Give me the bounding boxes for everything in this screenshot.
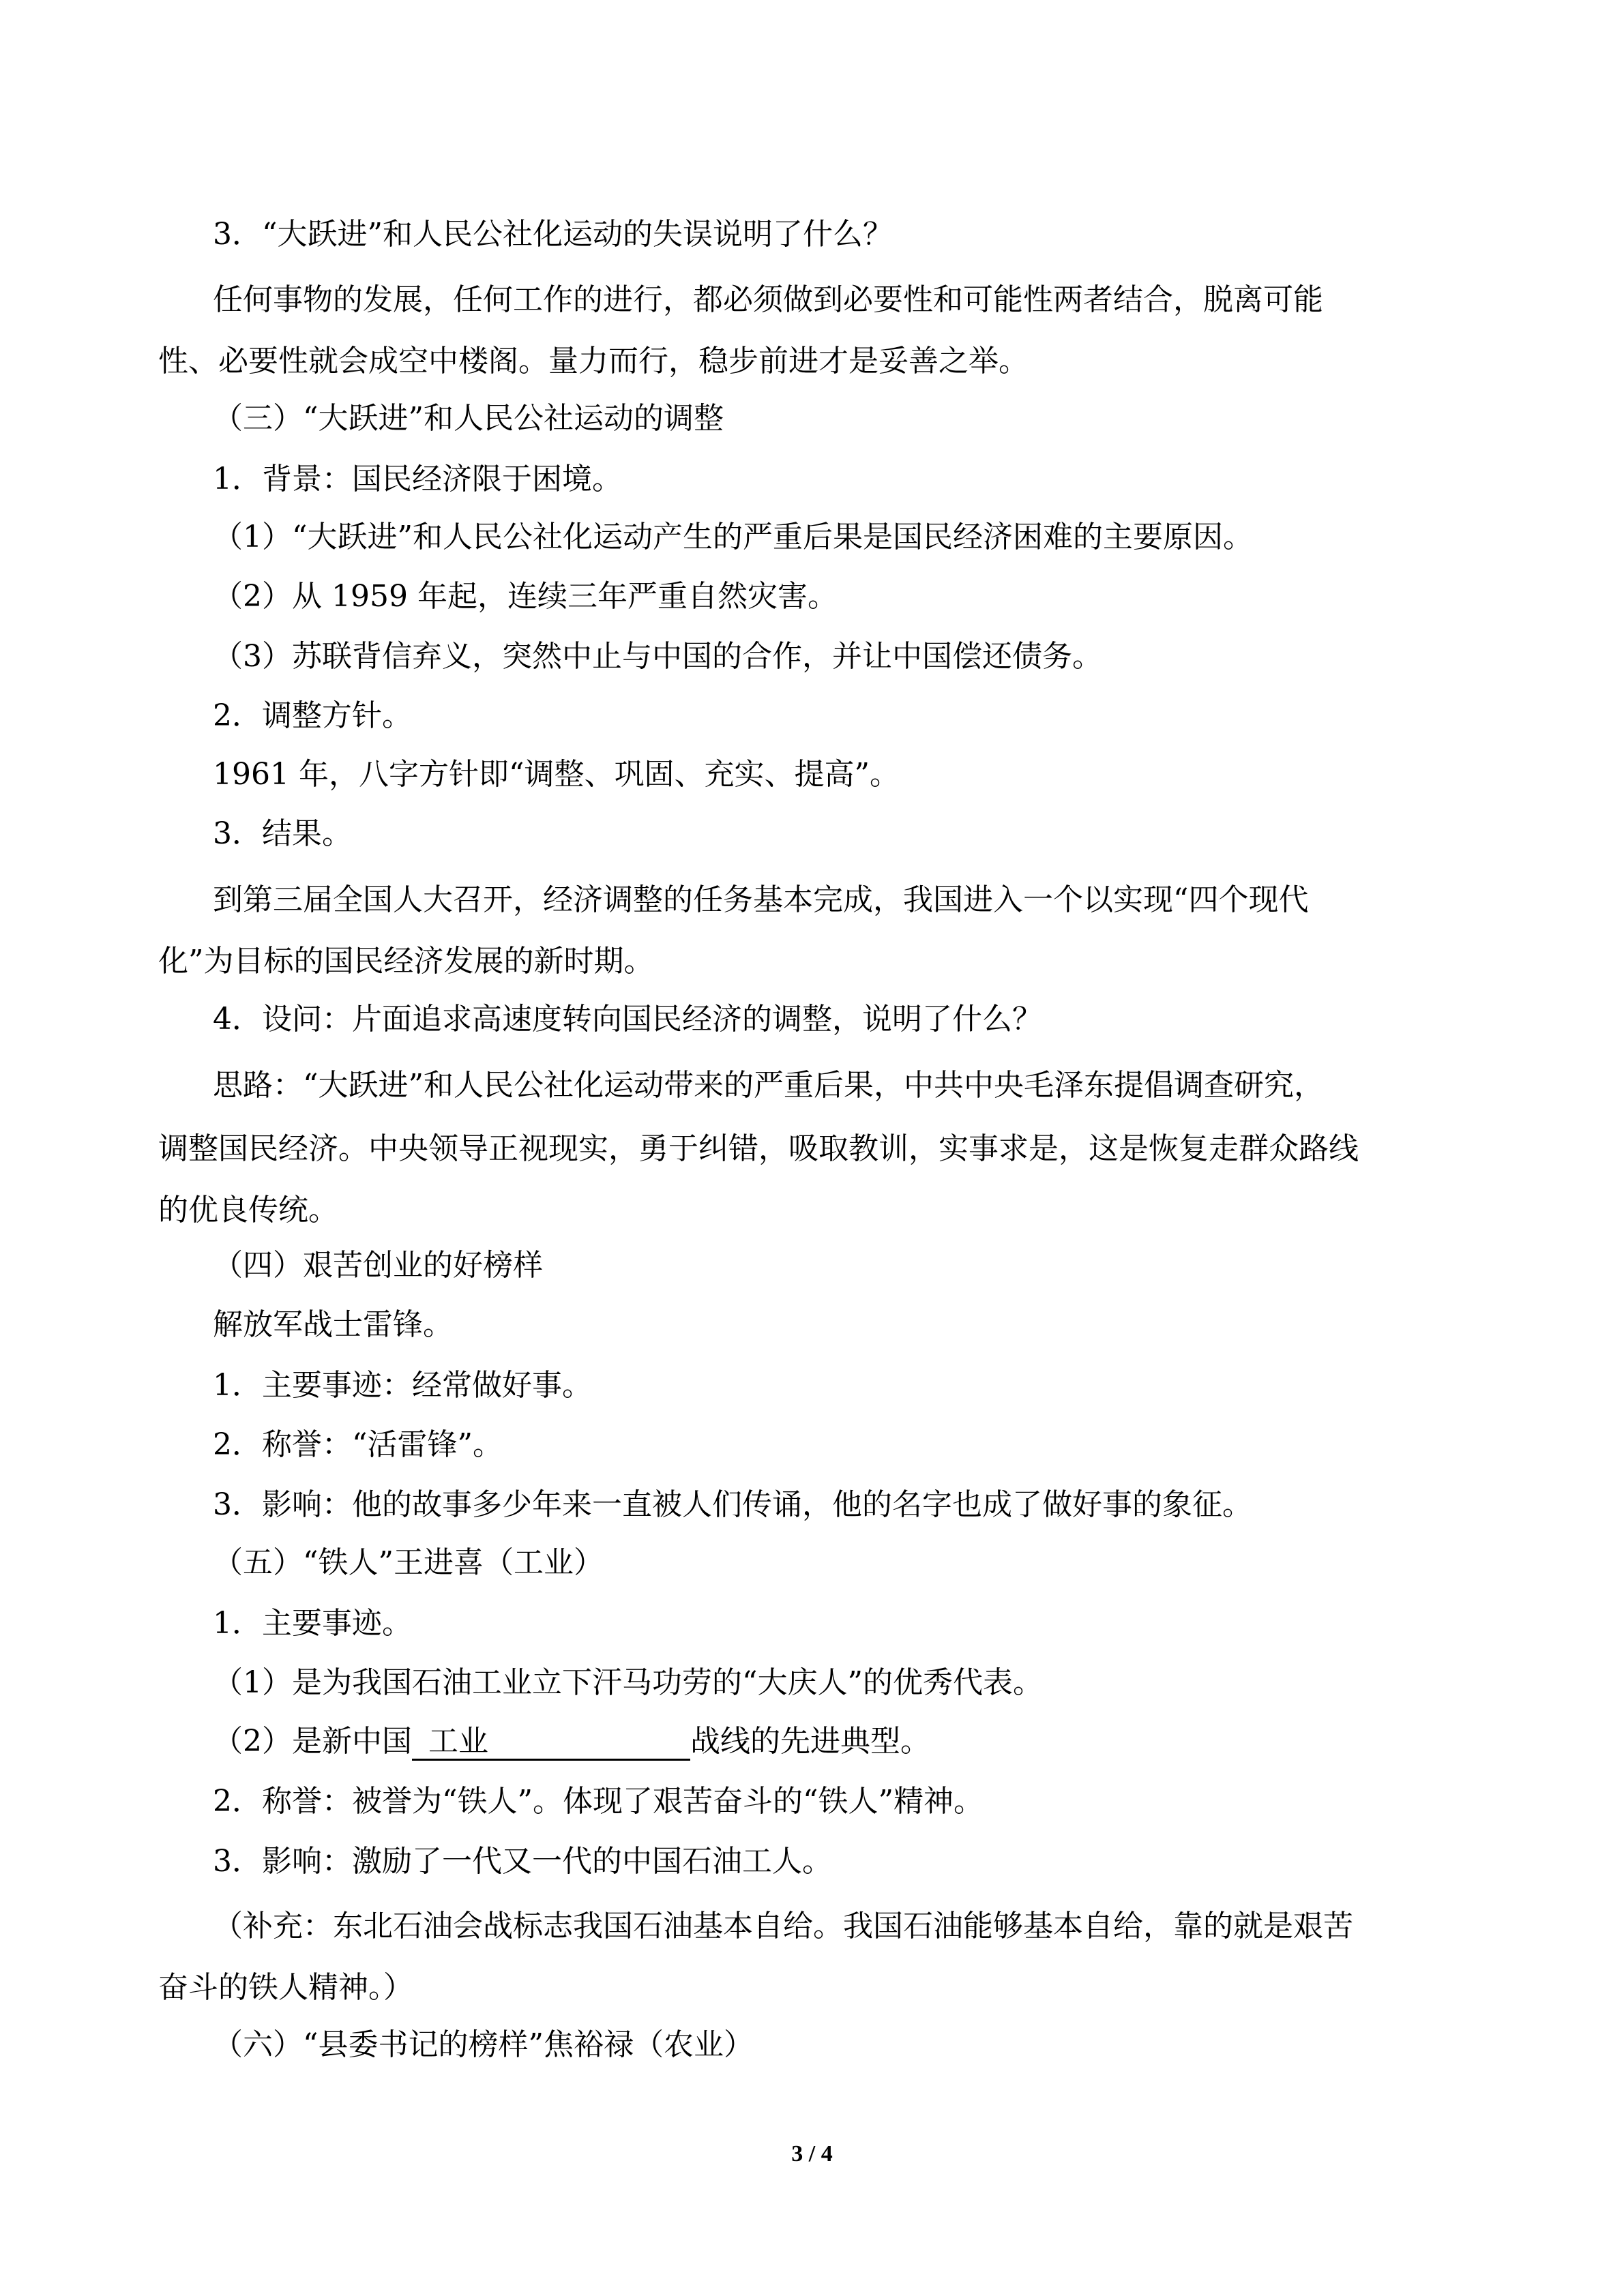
list-item: 2．称誉：被誉为“铁人”。体现了艰苦奋斗的“铁人”精神。 xyxy=(213,1784,984,1819)
list-item: 1．背景：国民经济限于困境。 xyxy=(213,462,622,496)
paragraph-line: 奋斗的铁人精神。） xyxy=(158,1970,413,2005)
paragraph-line: 到第三届全国人大召开，经济调整的任务基本完成，我国进入一个以实现“四个现代 xyxy=(213,882,1309,917)
list-item: 1．主要事迹：经常做好事。 xyxy=(213,1368,592,1403)
paragraph-line: 任何事物的发展，任何工作的进行，都必须做到必要性和可能性两者结合，脱离可能 xyxy=(213,282,1323,317)
section-heading: （五）“铁人”王进喜（工业） xyxy=(213,1545,604,1580)
paragraph-line: 解放军战士雷锋。 xyxy=(213,1307,453,1342)
section-heading: （六）“县委书记的榜样”焦裕禄（农业） xyxy=(213,2027,754,2062)
blank-suffix: 战线的先进典型。 xyxy=(690,1724,930,1759)
list-item: （1）“大跃进”和人民公社化运动产生的严重后果是国民经济困难的主要原因。 xyxy=(213,520,1253,554)
list-item: （3）苏联背信弃义，突然中止与中国的合作，并让中国偿还债务。 xyxy=(213,639,1102,674)
list-item: 3．影响：他的故事多少年来一直被人们传诵，他的名字也成了做好事的象征。 xyxy=(213,1487,1252,1522)
paragraph-line: 思路：“大跃进”和人民公社化运动带来的严重后果，中共中央毛泽东提倡调查研究， xyxy=(213,1068,1324,1103)
paragraph-line: 1961 年，八字方针即“调整、巩固、充实、提高”。 xyxy=(213,757,900,792)
question-heading: 4．设问：片面追求高速度转向国民经济的调整，说明了什么？ xyxy=(213,1002,1042,1037)
list-item: （2）从 1959 年起，连续三年严重自然灾害。 xyxy=(213,579,838,614)
paragraph-line: （补充：东北石油会战标志我国石油基本自给。我国石油能够基本自给，靠的就是艰苦 xyxy=(213,1909,1353,1943)
paragraph-line: 的优良传统。 xyxy=(158,1193,338,1227)
list-item: 3．结果。 xyxy=(213,816,352,851)
section-heading: （四）艰苦创业的好榜样 xyxy=(213,1248,543,1283)
list-item: 1．主要事迹。 xyxy=(213,1606,412,1641)
paragraph-line: 调整国民经济。中央领导正视现实，勇于纠错，吸取教训，实事求是，这是恢复走群众路线 xyxy=(158,1131,1359,1166)
paragraph-line: 性、必要性就会成空中楼阁。量力而行，稳步前进才是妥善之举。 xyxy=(158,344,1029,378)
page-number: 3 / 4 xyxy=(791,2141,833,2166)
list-item: 2．称誉：“活雷锋”。 xyxy=(213,1427,503,1462)
list-item: 3．影响：激励了一代又一代的中国石油工人。 xyxy=(213,1844,832,1879)
fill-in-blank-line xyxy=(213,1721,930,1762)
question-heading: 3．“大跃进”和人民公社化运动的失误说明了什么？ xyxy=(213,217,893,252)
section-heading: （三）“大跃进”和人民公社运动的调整 xyxy=(213,401,724,436)
list-item: 2．调整方针。 xyxy=(213,698,412,733)
blank-prefix: （2）是新中国 xyxy=(213,1724,412,1759)
blank-answer: 工业 xyxy=(412,1725,690,1761)
paragraph-line: 化”为目标的国民经济发展的新时期。 xyxy=(158,944,654,979)
list-item: （1）是为我国石油工业立下汗马功劳的“大庆人”的优秀代表。 xyxy=(213,1665,1043,1700)
